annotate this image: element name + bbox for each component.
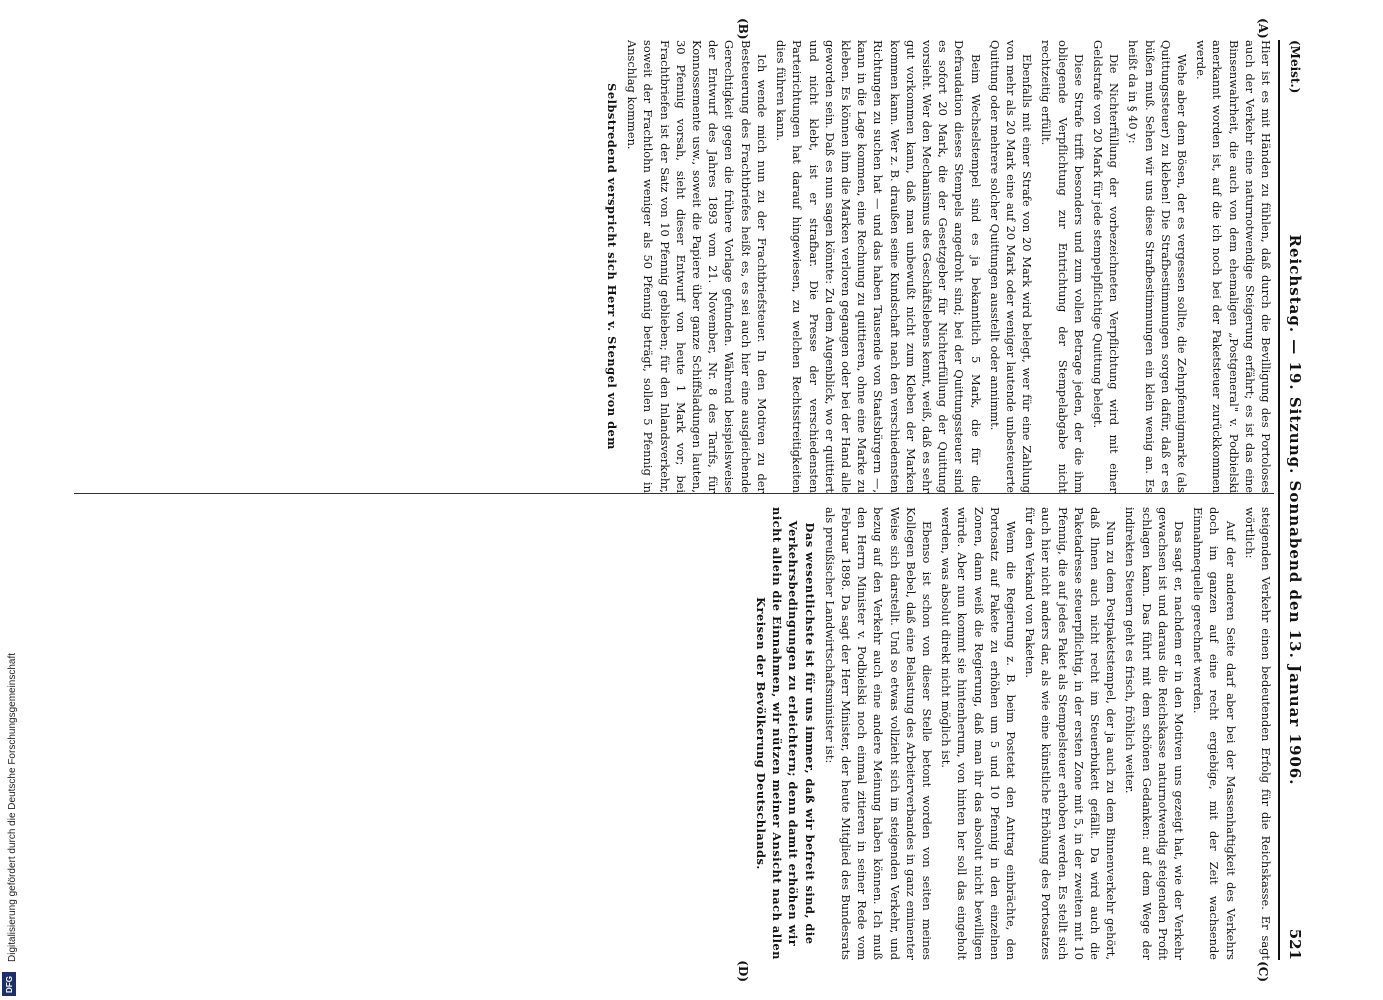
paragraph: Ich wende mich nun zu der Frachtbriefsteuer. In den Motiven zu der Besteuerung des Frachtbriefes heißt es, es sei auch hier eine ausgleichende Gerechtigkeit gegen die frühere Vorlage gefunden. Während beispielsweise der Entwurf des Jahres 1893 vom 21. November, Nr. 8 des Tarifs, für Konnossemente usw., soweit die Papiere über ganze Schiffsladungen lauten, 30 Pfennig vorsah, sieht dieser Entwurf von heute 1 Mark vor; bei Frachtbriefen ist der Satz von 10 Pfennig geblieben; für den Inlandsverkehr, soweit der Frachtlohn weniger als 50 Pfennig beträgt, sollen 5 Pfennig in Anschlag kommen. [625, 40, 769, 493]
digitization-note-text: Digitalisierung gefördert durch die Deutsche Forschungsgemeinschaft [7, 652, 18, 962]
quote-paragraph: Die Nichterfüllung der vorbezeichneten Verpflichtung wird mit einer Geldstrafe von 20 Mark für jede stempelpflichtige Quittung belegt. [1090, 40, 1122, 493]
paragraph: Wehe aber dem Bösen, der es vergessen sollte, die Zehnpfennigmarke (als Quittungssteuer) zu kleben! Die Strafbestimmungen sorgen dafür, daß er es büßen muß. Sehen wir uns diese Strafbestimmungen ein klein wenig an. Es heißt da in § 40 y: [1126, 40, 1189, 493]
margin-letter-a: (A) [1256, 18, 1270, 39]
paragraph: steigenden Verkehr einen bedeutenden Erfolg für die Reichskasse. Er sagt wörtlich: [1242, 507, 1273, 960]
paragraph: Wenn die Regierung z. B. beim Postetat den Antrag einbrächte, den Portosatz auf Pakete zu erhöhen um 5 und 10 Pfennig in den einzelnen Zonen, dann weiß die Regierung, daß man ihr das absolut nicht bewilligen würde. Aber nun kommt sie hintenherum, von hinten her soll das eingeholt werden, was absolut direkt nicht möglich ist. [939, 507, 1018, 960]
page-number: 521 [1286, 928, 1304, 960]
left-column [74, 40, 1274, 493]
page-header [1278, 40, 1310, 960]
paragraph: Nun zu dem Postpaketstempel, der ja auch zu dem Binnenverkehr gehört, daß Ihnen auch nicht recht im Steuerbukett gefällt. Da wird auch die Paketadresse steuerpflichtig, in der ersten Zone mit 5, in der zweiten mit 10 Pfennig, die auf jedes Paket als Stempelsteuer erhoben werden. Es stellt sich auch hier nicht anders dar, als wie eine künstliche Erhöhung des Portosatzes für den Verkand von Paketen. [1023, 507, 1119, 960]
quote-paragraph: Diese Strafe trifft besonders und zum vollen Betrage jeden, der die ihm obliegende Verpflichtung zur Entrichtung der Stempelabgabe nicht rechtzeitig erfüllt. [1039, 40, 1086, 493]
quote-paragraph: Ebenfalls mit einer Strafe von 20 Mark wird belegt, wer für eine Zahlung von mehr als 20 Mark eine auf 20 Mark oder weniger lautende unbesteuerte Quittung oder mehrere solcher Quittungen ausstellt oder annimmt. [987, 40, 1035, 493]
paragraph: Ebenso ist schon von dieser Stelle betont worden von seiten meines Kollegen Bebel, daß eine Belastung des Arbeiterverbandes in ganz eminenter Weise sich darstellt. Und so etwas vollzieht sich im steigenden Verkehr, und bezug auf den Verkehr auch eine andere Meinung haben können. Ich muß den Herrn Minister v. Podbielski noch einmal zitieren in seiner Rede vom Februar 1898. Da sagt der Herr Minister, der heute Mitglied des Bundesrats als preußischer Landwirtschaftsminister ist: [822, 507, 934, 960]
right-column [74, 507, 1274, 960]
closing-line: Selbstredend verspricht sich Herr v. Stengel von dem [605, 83, 620, 450]
page-title: Reichstag. — 19. Sitzung. Sonnabend den 13. Januar 1906. [1286, 234, 1304, 786]
header-left-tag: (Meist.) [1288, 40, 1302, 94]
margin-letter-b: (B) [736, 18, 750, 40]
quote-paragraph: Auf der anderen Seite darf aber bei der Massenhaftigkeit des Verkehrs doch im ganzen auf eine recht ergiebige, mit der Zeit wachsende Einnahmequelle gerechnet werden. [1191, 507, 1238, 960]
paragraph: Das sagt er, nachdem er in den Motiven uns gezeigt hat, wie der Verkehr gewachsen ist und daraus die Reichskasse naturnotwendig steigenden Profit schlagen kann. Das führt mit dem schönen Gedanken: auf dem Wege der indirekten Steuern geht es frisch, fröhlich weiter. [1123, 507, 1186, 960]
margin-letter-c: (C) [1256, 961, 1270, 982]
quote-paragraph-bold: Das wesentlichste ist für uns immer, daß wir befreit sind, die Verkehrsbedingungen zu erleichtern; denn damit erhöhen wir nicht allein die Einnahmen, wir nützen meiner Ansicht nach allen Kreisen der Bevölkerung Deutschlands. [753, 507, 817, 960]
margin-letter-d: (D) [736, 960, 750, 982]
scanned-page [70, 18, 1310, 982]
dfg-logo: DFG [2, 972, 16, 996]
page-content [70, 18, 1310, 982]
text-columns [74, 40, 1274, 960]
column-divider [74, 493, 1274, 494]
paragraph: Beim Wechselstempel sind es ja bekanntlich 5 Mark, die für die Defraudation dieses Stempels angedroht sind; bei der Quittungssteuer sind es sofort 20 Mark, die der Gesetzgeber für Nichterfüllung der Quittung vorsieht. Wer den Mechanismus des Geschäftslebens kennt, weiß, daß es sehr gut vorkommen kann, daß man unbewußt nicht zum Kleben der Marken kommen kann. Wer z. B. draußen seine Kundschaft nach den verschiedensten Richtungen zu suchen hat — und das haben Tausende von Staatsbürgern —, kann in die Lage kommen, eine Rechnung zu quittieren, ohne eine Marke zu kleben. Es können ihm die Marken verloren gegangen oder bei der Hand alle geworden sein. Daß es nun sagen könnte: Zu dem Augenblick, wo er quittiert und nicht klebt, ist er strafbar. Die Presse der verschiedensten Parteirichtungen hat darauf hingewiesen, zu welchen Rechtsstreitigkeiten dies führen kann. [774, 40, 983, 493]
digitization-note [4, 292, 18, 992]
paragraph: Hier ist es mit Händen zu fühlen, daß durch die Bevilligung des Portoloses auch der Verkehr eine naturnotwendige Steigerung erfährt; es ist das eine Binsenwahrheit, die auch von dem ehemaligen „Postgeneral" v. Podbielski anerkannt worden ist, auf die ich noch bei der Paketsteuer zurückkommen werde. [1194, 40, 1273, 493]
